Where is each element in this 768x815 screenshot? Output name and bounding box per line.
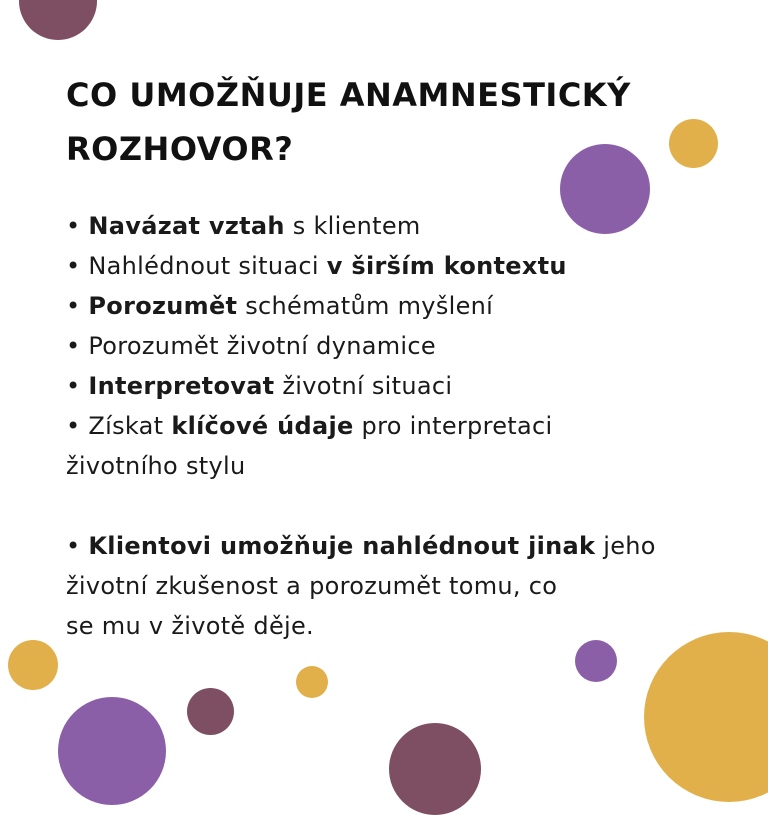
- client-paragraph-line-2: životní zkušenost a porozumět tomu, co: [66, 572, 558, 600]
- bullet: •: [66, 332, 89, 360]
- plum-circle-bottom-center: [389, 723, 481, 815]
- client-paragraph-line-3: se mu v životě děje.: [66, 612, 314, 640]
- gold-circle-bottom-left: [8, 640, 58, 690]
- content-body: [66, 206, 706, 646]
- list-item: [66, 366, 706, 406]
- bullet-text: Porozumět životní dynamice: [88, 332, 436, 360]
- bullet-text: schématům myšlení: [237, 292, 494, 320]
- bullet-text: životní situaci: [274, 372, 453, 400]
- list-item: [66, 246, 706, 286]
- bullet-bold-text: v širším kontextu: [326, 252, 567, 280]
- bullet: •: [66, 532, 89, 560]
- bullet-text: Získat: [88, 412, 172, 440]
- bullet: •: [66, 412, 89, 440]
- bullet-text: Nahlédnout situaci: [88, 252, 327, 280]
- gold-circle-small-bottom: [296, 666, 328, 698]
- bullet-text: pro interpretaci: [353, 412, 553, 440]
- purple-circle-small-bottom-right: [575, 640, 617, 682]
- bullet: •: [66, 212, 89, 240]
- list-item-continuation: životního stylu: [66, 452, 246, 480]
- list-item: [66, 286, 706, 326]
- list-item: [66, 206, 706, 246]
- list-item: [66, 406, 706, 446]
- client-text: jeho: [595, 532, 656, 560]
- gold-circle-large-bottom-right: [644, 632, 768, 802]
- page-title: CO UMOŽŇUJE ANAMNESTICKÝ ROZHOVOR?: [66, 76, 631, 168]
- plum-circle-small-bottom: [187, 688, 234, 735]
- bullet-text: s klientem: [284, 212, 421, 240]
- list-item: [66, 326, 706, 366]
- bullet-bold-text: Porozumět: [88, 292, 238, 320]
- purple-circle-bottom-left: [58, 697, 166, 805]
- client-bold-text: Klientovi umožňuje nahlédnout jinak: [88, 532, 596, 560]
- bullet: •: [66, 252, 89, 280]
- bullet-bold-text: klíčové údaje: [171, 412, 354, 440]
- bullet: •: [66, 372, 89, 400]
- plum-circle-top-left: [19, 0, 97, 40]
- bullet-bold-text: Navázat vztah: [88, 212, 285, 240]
- bullet: •: [66, 292, 89, 320]
- spacer: [66, 486, 706, 526]
- bullet-bold-text: Interpretovat: [88, 372, 275, 400]
- client-paragraph-line-1: [66, 526, 706, 566]
